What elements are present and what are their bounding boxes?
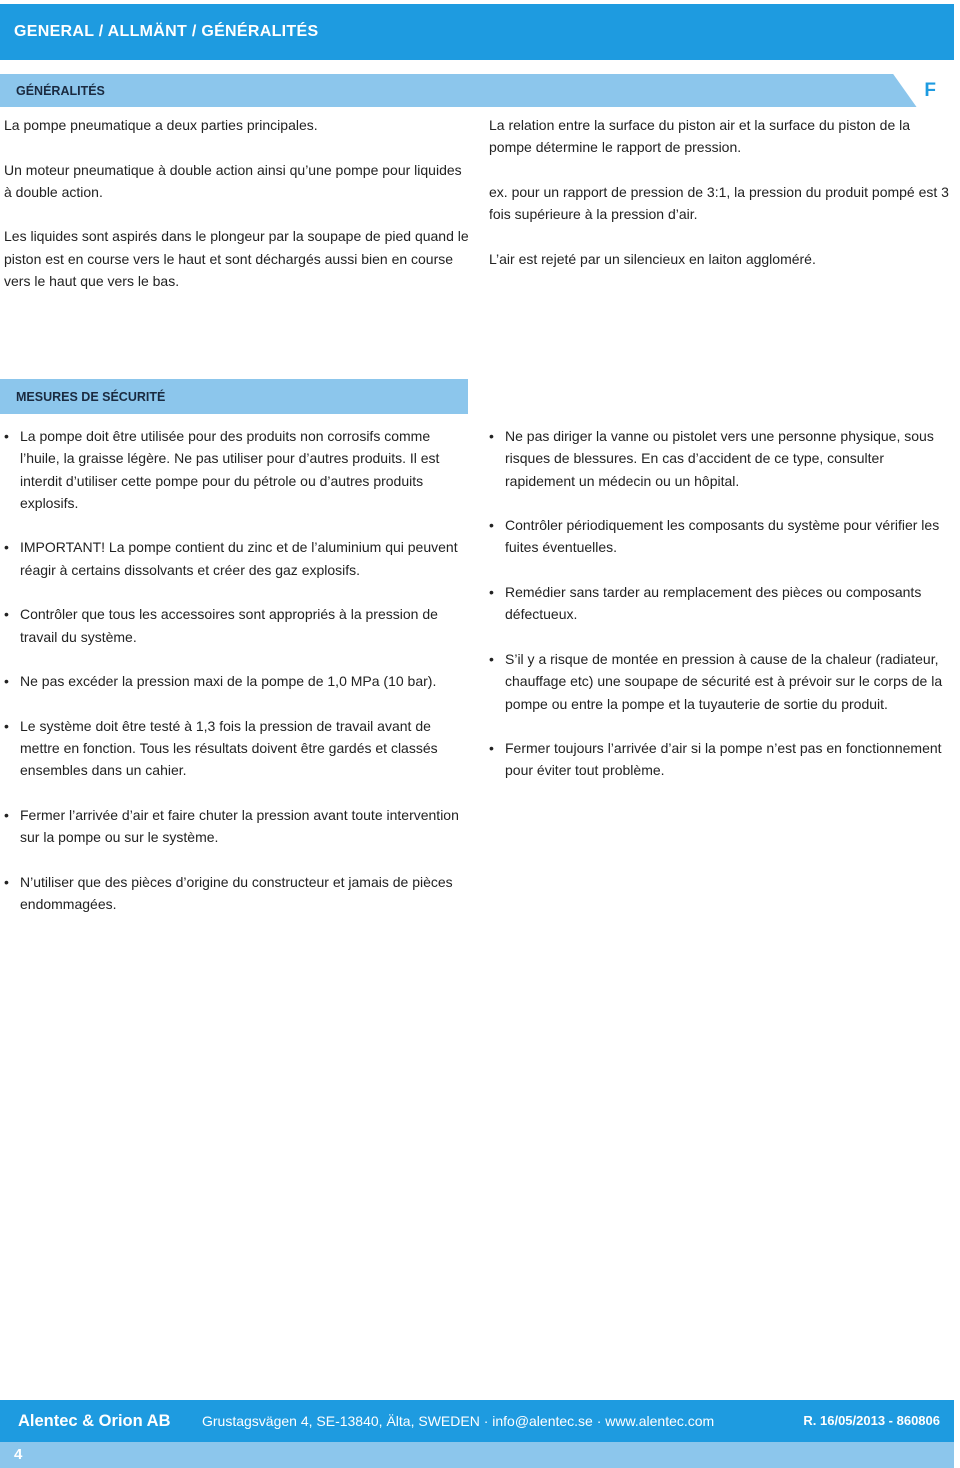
bullet-icon: • bbox=[4, 673, 9, 690]
list-item bbox=[4, 603, 472, 648]
footer-bar bbox=[0, 1400, 954, 1442]
list-item-text: N’utiliser que des pièces d’origine du constructeur et jamais de pièces endommagées. bbox=[20, 873, 453, 913]
footer-revision: R. 16/05/2013 - 860806 bbox=[803, 1413, 940, 1428]
paragraph: Un moteur pneumatique à double action ainsi qu’une pompe pour liquides à double action. bbox=[4, 161, 462, 200]
bullet-icon: • bbox=[489, 740, 494, 757]
paragraph: L’air est rejeté par un silencieux en laiton aggloméré. bbox=[489, 250, 816, 267]
list-item bbox=[489, 648, 955, 715]
securite-heading: MESURES DE SÉCURITÉ bbox=[16, 390, 166, 404]
footer-address: Grustagsvägen 4, SE-13840, Älta, SWEDEN · info@alentec.se · www.alentec.com bbox=[202, 1413, 715, 1429]
list-item bbox=[4, 715, 472, 782]
list-item bbox=[4, 536, 472, 581]
footer-company: Alentec & Orion AB bbox=[18, 1412, 171, 1430]
language-tab bbox=[876, 74, 954, 107]
bullet-icon: • bbox=[4, 873, 9, 890]
list-item-text: Remédier sans tarder au remplacement des pièces ou composants défectueux. bbox=[505, 584, 922, 623]
paragraph: Les liquides sont aspirés dans le plongeur par la soupape de pied quand le piston est en course vers le haut et sont déchargés aussi bien en course vers le haut que vers le bas. bbox=[4, 228, 469, 290]
list-item bbox=[489, 425, 955, 492]
bullet-icon: • bbox=[4, 539, 9, 556]
paragraph: La relation entre la surface du piston air et la surface du piston de la pompe détermine le rapport de pression. bbox=[489, 117, 911, 156]
list-item-text: S’il y a risque de montée en pression à cause de la chaleur (radiateur, chauffage etc) une soupape de sécurité est à prévoir sur le corps de la pompe ou entre la pompe et la tuyauterie de sortie du produit. bbox=[505, 650, 943, 712]
securite-right-list bbox=[489, 425, 955, 804]
list-item-text: IMPORTANT! La pompe contient du zinc et de l’aluminium qui peuvent réagir à certains dissolvants et créer des gaz explosifs. bbox=[20, 539, 458, 578]
generalites-right-column bbox=[489, 114, 955, 292]
list-item-text: Ne pas diriger la vanne ou pistolet vers une personne physique, sous risques de blessures. En cas d’accident de ce type, consulter rapidement un médecin ou un hôpital. bbox=[505, 428, 934, 489]
bullet-icon: • bbox=[4, 807, 9, 824]
list-item bbox=[489, 737, 955, 782]
list-item bbox=[489, 514, 955, 559]
list-item-text: Ne pas excéder la pression maxi de la pompe de 1,0 MPa (10 bar). bbox=[20, 673, 437, 690]
list-item-text: Fermer toujours l’arrivée d’air si la pompe n’est pas en fonctionnement pour éviter tout problème. bbox=[505, 740, 942, 779]
bullet-icon: • bbox=[489, 584, 494, 601]
list-item bbox=[4, 804, 472, 849]
list-item bbox=[4, 425, 472, 514]
paragraph: La pompe pneumatique a deux parties principales. bbox=[4, 117, 318, 133]
bullet-icon: • bbox=[489, 428, 494, 444]
list-item-text: Contrôler que tous les accessoires sont appropriés à la pression de travail du système. bbox=[20, 606, 438, 645]
language-label: F bbox=[924, 80, 936, 101]
list-item bbox=[489, 581, 955, 626]
bullet-icon: • bbox=[489, 650, 494, 667]
page-number: 4 bbox=[14, 1446, 23, 1463]
securite-band bbox=[0, 379, 468, 414]
list-item bbox=[4, 871, 472, 916]
list-item-text: Le système doit être testé à 1,3 fois la pression de travail avant de mettre en fonction. Tous les résultats doivent être gardés et classés ensembles dans un cahier. bbox=[20, 717, 438, 779]
generalites-heading: GÉNÉRALITÉS bbox=[16, 84, 105, 98]
page-header-bar bbox=[0, 4, 954, 60]
list-item-text: Fermer l’arrivée d’air et faire chuter la pression avant toute intervention sur la pompe ou sur le système. bbox=[20, 807, 459, 846]
bullet-icon: • bbox=[4, 428, 9, 444]
generalites-band bbox=[0, 74, 954, 107]
list-item-text: Contrôler périodiquement les composants du système pour vérifier les fuites éventuelles. bbox=[505, 517, 940, 556]
list-item bbox=[4, 670, 472, 692]
paragraph: ex. pour un rapport de pression de 3:1, la pression du produit pompé est 3 fois supérieure à la pression d’air. bbox=[489, 183, 949, 223]
bullet-icon: • bbox=[489, 517, 494, 534]
bullet-icon: • bbox=[4, 606, 9, 623]
securite-left-list bbox=[4, 425, 472, 938]
generalites-left-column bbox=[4, 114, 470, 315]
bullet-icon: • bbox=[4, 717, 9, 734]
list-item-text: La pompe doit être utilisée pour des produits non corrosifs comme l’huile, la graisse légère. Ne pas utiliser pour d’autres produits. Il est interdit d’utiliser cette pompe pour du pétrole ou d’autres produits explosifs. bbox=[20, 428, 440, 511]
footer-strip bbox=[0, 1442, 954, 1468]
page-title: GENERAL / ALLMÄNT / GÉNÉRALITÉS bbox=[14, 23, 319, 40]
